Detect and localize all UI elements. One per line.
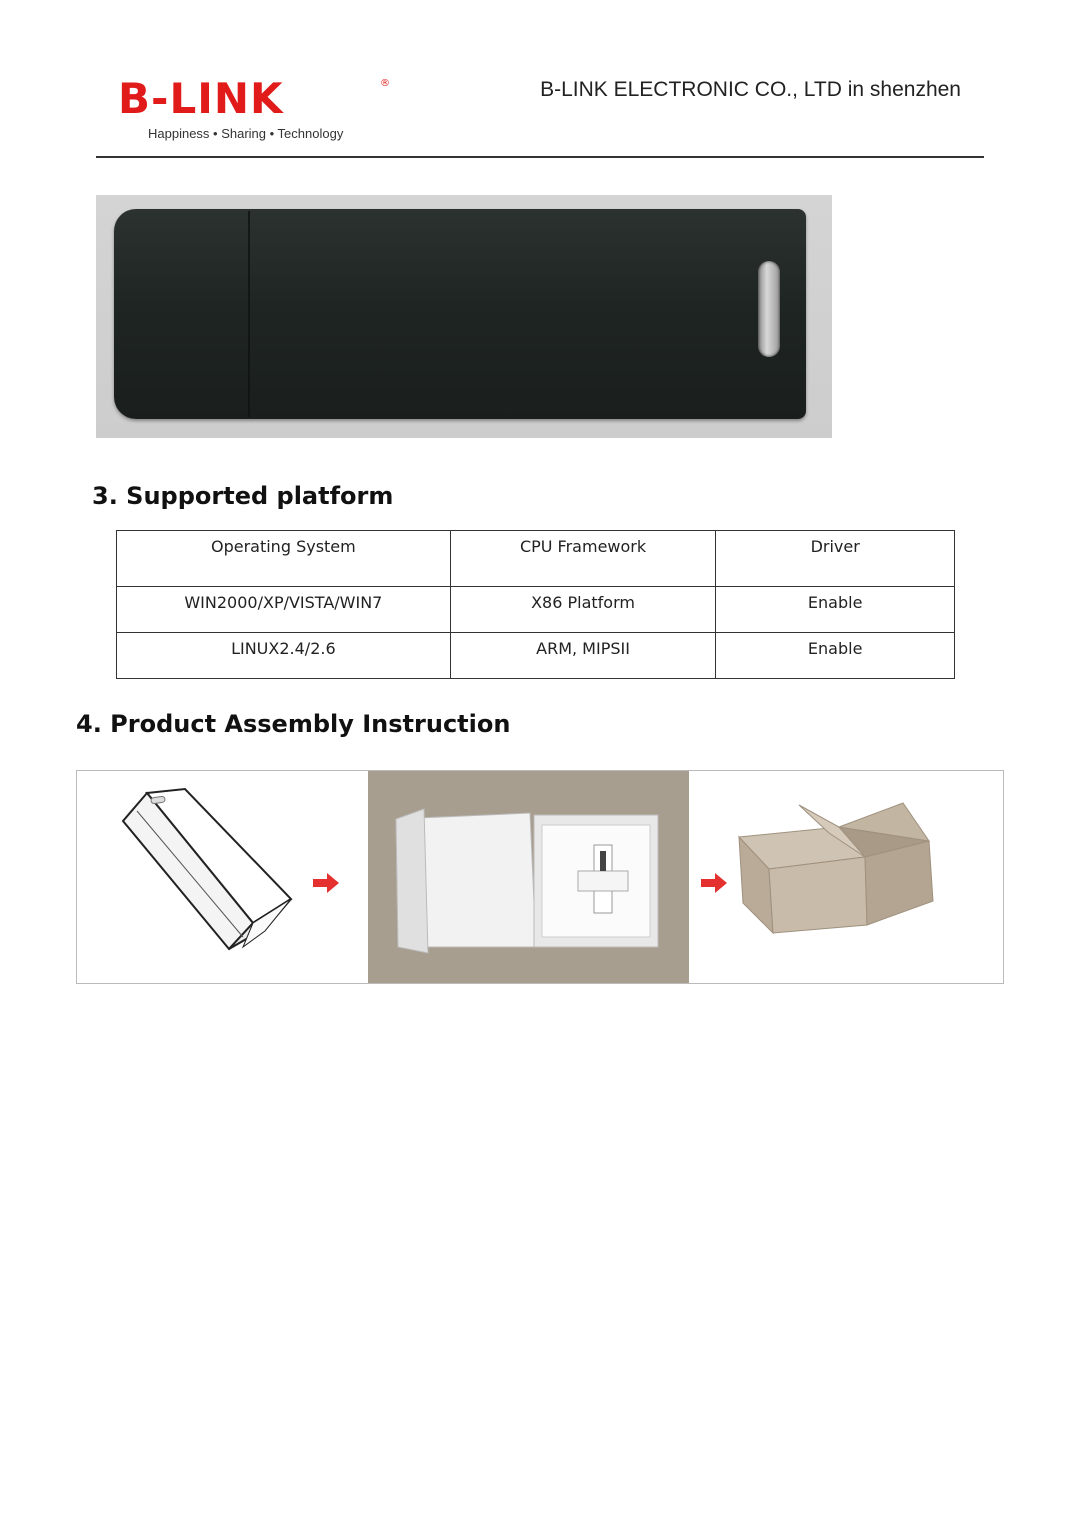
table-cell: ARM, MIPSII	[450, 633, 716, 679]
header-cell: Operating System	[117, 531, 451, 587]
table-cell: Enable	[716, 633, 955, 679]
header-divider	[96, 156, 984, 158]
carton-box-icon	[733, 797, 943, 957]
table-cell: Enable	[716, 587, 955, 633]
header-cell: Driver	[716, 531, 955, 587]
usb-stick-body	[114, 209, 806, 419]
table-row	[117, 633, 955, 679]
b-link-logo	[118, 76, 388, 146]
header-cell: CPU Framework	[450, 531, 716, 587]
lanyard-slot	[758, 261, 780, 357]
cap-seam	[248, 211, 250, 417]
table-row	[117, 587, 955, 633]
table-header-row	[117, 531, 955, 587]
company-name: B-LINK ELECTRONIC CO., LTD in shenzhen	[540, 78, 961, 101]
usb-adapter-photo	[96, 195, 832, 438]
table-cell: WIN2000/XP/VISTA/WIN7	[117, 587, 451, 633]
table-cell: LINUX2.4/2.6	[117, 633, 451, 679]
step-shipping-carton-image	[689, 771, 1003, 983]
section-title-assembly: 4. Product Assembly Instruction	[76, 710, 511, 738]
logo-wordmark: B-LINK	[118, 74, 284, 123]
logo-tagline: Happiness • Sharing • Technology	[148, 126, 344, 141]
page-header	[0, 0, 1077, 160]
open-box-icon	[368, 771, 689, 983]
step-usb-adapter-image	[77, 771, 368, 983]
arrow-right-icon	[313, 873, 339, 893]
platform-table	[116, 530, 955, 679]
registered-mark-icon: ®	[380, 78, 390, 89]
assembly-steps-figure	[76, 770, 1004, 984]
arrow-right-icon	[701, 873, 727, 893]
table-cell: X86 Platform	[450, 587, 716, 633]
step-gift-box-photo	[368, 771, 689, 983]
section-title-supported-platform: 3. Supported platform	[92, 482, 394, 510]
